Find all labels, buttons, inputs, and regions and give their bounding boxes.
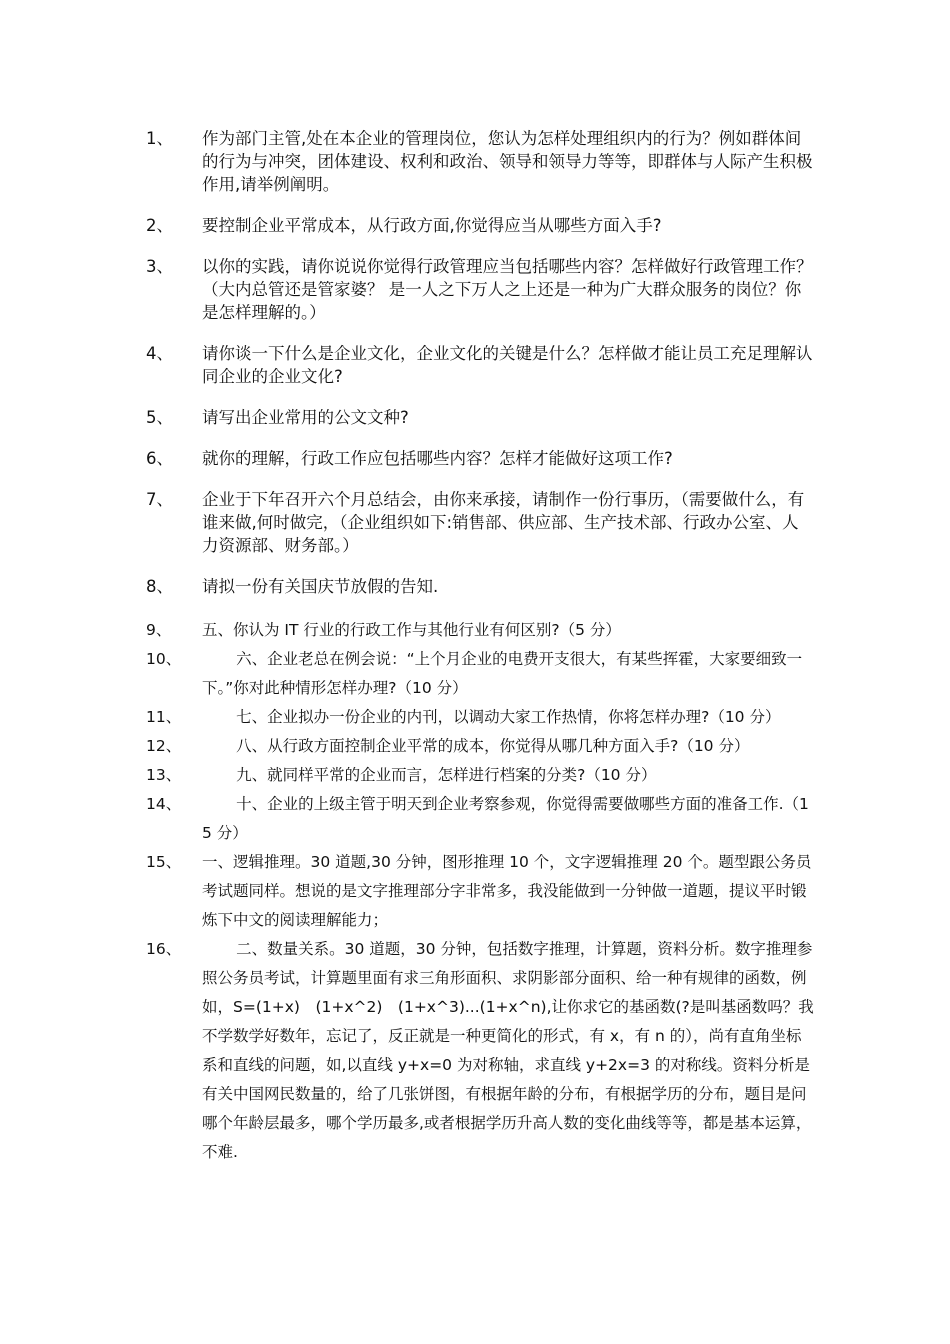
- question-item-7: [0, 488, 950, 557]
- item-text: 一、逻辑推理。30 道题,30 分钟，图形推理 10 个，文字逻辑推理 20 个。题型跟公务员考试题同样。想说的是文字推理部分字非常多，我没能做到一分钟做一道题，提议平时锻炼下中文的阅读理解能力；: [202, 853, 812, 929]
- item-text: 二、数量关系。30 道题，30 分钟，包括数字推理，计算题，资料分析。数字推理参照公务员考试，计算题里面有求三角形面积、求阴影部分面积、给一种有规律的函数，例如，S=(1+x) (1+x^2) (1+x^3)...(1+x^n),让你求它的基函数(?是叫基函数吗？我不学数学好数年，忘记了，反正就是一种更简化的形式，有 x，有 n 的），尚有直角坐标系和直线的问题，如,以直线 y+x=0 为对称轴，求直线 y+2x=3 的对称线。资料分析是有关中国网民数量的，给了几张饼图，有根据年龄的分布，有根据学历的分布，题目是问哪个年龄层最多，哪个学历最多,或者根据学历升高人数的变化曲线等等，都是基本运算，不难.: [202, 940, 814, 1161]
- question-item-12: [0, 732, 950, 761]
- item-number: 16、: [146, 940, 182, 958]
- question-item-5: [0, 406, 950, 429]
- question-item-9: [0, 616, 950, 645]
- question-item-6: [0, 447, 950, 470]
- item-number: 14、: [146, 795, 182, 813]
- question-item-2: [0, 214, 950, 237]
- item-text: 以你的实践，请你说说你觉得行政管理应当包括哪些内容？怎样做好行政管理工作？ （大内总管还是管家婆？ 是一人之下万人之上还是一种为广大群众服务的岗位？你是怎样理解的。）: [202, 257, 813, 322]
- question-item-1: [0, 127, 950, 196]
- item-number: 11、: [146, 708, 182, 726]
- question-item-10: [0, 645, 950, 703]
- item-number: 1、: [146, 129, 173, 148]
- item-text: 请你谈一下什么是企业文化，企业文化的关键是什么？怎样做才能让员工充足理解认同企业的企业文化?: [202, 344, 813, 386]
- item-text: 八、从行政方面控制企业平常的成本，你觉得从哪几种方面入手?（10 分）: [236, 737, 750, 755]
- question-item-16: [0, 935, 950, 1167]
- item-number: 4、: [146, 344, 173, 363]
- item-text: 十、企业的上级主管于明天到企业考察参观，你觉得需要做哪些方面的准备工作.（15 分）: [202, 795, 809, 842]
- item-text: 要控制企业平常成本，从行政方面,你觉得应当从哪些方面入手?: [202, 216, 662, 235]
- question-item-15: [0, 848, 950, 935]
- question-item-4: [0, 342, 950, 388]
- item-number: 7、: [146, 490, 173, 509]
- item-number: 12、: [146, 737, 182, 755]
- item-text: 七、企业拟办一份企业的内刊，以调动大家工作热情，你将怎样办理?（10 分）: [236, 708, 781, 726]
- item-text: 请写出企业常用的公文文种?: [202, 408, 409, 427]
- item-number: 10、: [146, 650, 182, 668]
- item-text: 五、你认为 IT 行业的行政工作与其他行业有何区别?（5 分）: [202, 621, 621, 639]
- question-item-13: [0, 761, 950, 790]
- item-text: 六、企业老总在例会说：“上个月企业的电费开支很大，有某些挥霍，大家要细致一下。”你对此种情形怎样办理?（10 分）: [202, 650, 803, 697]
- item-number: 13、: [146, 766, 182, 784]
- item-number: 6、: [146, 449, 173, 468]
- item-text: 作为部门主管,处在本企业的管理岗位，您认为怎样处理组织内的行为？例如群体间的行为与冲突，团体建设、权利和政治、领导和领导力等等，即群体与人际产生积极作用,请举例阐明。: [202, 129, 813, 194]
- item-number: 3、: [146, 257, 173, 276]
- item-number: 15、: [146, 853, 182, 871]
- item-text: 企业于下年召开六个月总结会，由你来承接，请制作一份行事历，（需要做什么，有谁来做,何时做完，（企业组织如下:销售部、供应部、生产技术部、行政办公室、人力资源部、财务部。）: [202, 490, 805, 555]
- item-number: 8、: [146, 577, 173, 596]
- item-number: 9、: [146, 621, 172, 639]
- question-item-3: [0, 255, 950, 324]
- item-number: 2、: [146, 216, 173, 235]
- question-item-14: [0, 790, 950, 848]
- question-item-8: [0, 575, 950, 598]
- item-text: 九、就同样平常的企业而言，怎样进行档案的分类?（10 分）: [236, 766, 657, 784]
- question-item-11: [0, 703, 950, 732]
- item-number: 5、: [146, 408, 173, 427]
- item-text: 就你的理解，行政工作应包括哪些内容？怎样才能做好这项工作?: [202, 449, 673, 468]
- item-text: 请拟一份有关国庆节放假的告知.: [202, 577, 439, 596]
